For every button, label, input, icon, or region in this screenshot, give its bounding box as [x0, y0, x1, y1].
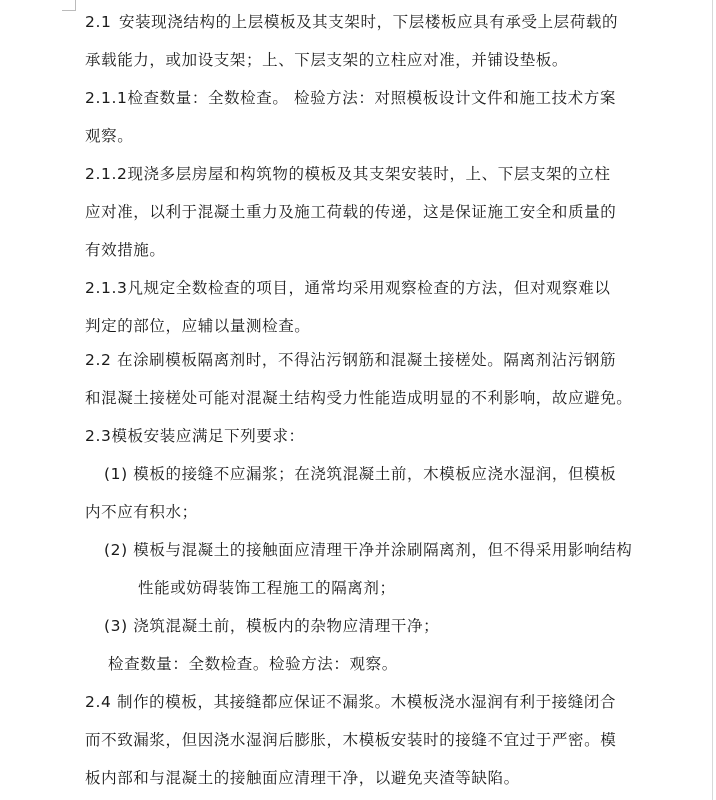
- list-item-1-line-1: (1) 模板的接缝不应漏浆；在浇筑混凝土前，木模板应浇水湿润，但模板: [104, 465, 617, 483]
- para-2-1-3-line-1: 2.1.3凡规定全数检查的项目，通常均采用观察检查的方法，但对观察难以: [85, 279, 611, 297]
- list-item-3: (3) 浇筑混凝土前，模板内的杂物应清理干净；: [104, 617, 440, 635]
- para-2-4-line-2: 而不致漏浆，但因浇水湿润后膨胀，木模板安装时的接缝不宜过于严密。模: [85, 731, 617, 749]
- para-2-4-line-3: 板内部和与混凝土的接触面应清理干净，以避免夹渣等缺陷。: [85, 769, 520, 787]
- list-item-2-line-1: (2) 模板与混凝土的接触面应清理干净并涂刷隔离剂，但不得采用影响结构: [104, 541, 633, 559]
- para-2-1-1-line-2: 观察。: [85, 127, 134, 145]
- para-2-2-line-2: 和混凝土接槎处可能对混凝土结构受力性能造成明显的不利影响，故应避免。: [85, 389, 633, 407]
- para-2-3-heading: 2.3模板安装应满足下列要求：: [85, 427, 305, 445]
- para-2-1-1-line-1: 2.1.1检查数量：全数检查。 检验方法：对照模板设计文件和施工技术方案: [85, 89, 616, 107]
- list-item-1-line-2: 内不应有积水；: [85, 503, 198, 521]
- list-item-2-line-2: 性能或妨碍装饰工程施工的隔离剂；: [138, 579, 396, 597]
- margin-corner-mark: [62, 10, 76, 11]
- para-2-1-2-line-3: 有效措施。: [85, 241, 166, 259]
- margin-corner-mark: [75, 0, 76, 11]
- para-2-4-line-1: 2.4 制作的模板，其接缝都应保证不漏浆。木模板浇水湿润有利于接缝闭合: [85, 693, 617, 711]
- para-2-2-line-1: 2.2 在涂刷模板隔离剂时，不得沾污钢筋和混凝土接槎处。隔离剂沾污钢筋: [85, 351, 617, 369]
- inspection-note: 检查数量：全数检查。检验方法：观察。: [108, 655, 398, 673]
- para-2-1-2-line-1: 2.1.2现浇多层房屋和构筑物的模板及其支架安装时，上、下层支架的立柱: [85, 165, 611, 183]
- para-2-1-line-2: 承载能力，或加设支架；上、下层支架的立柱应对准，并铺设垫板。: [85, 51, 569, 69]
- para-2-1-3-line-2: 判定的部位，应辅以量测检查。: [85, 317, 311, 335]
- page-edge-line: [712, 0, 713, 800]
- para-2-1-2-line-2: 应对准，以利于混凝土重力及施工荷载的传递，这是保证施工安全和质量的: [85, 203, 617, 221]
- para-2-1-line-1: 2.1 安装现浇结构的上层模板及其支架时，下层楼板应具有承受上层荷载的: [85, 13, 619, 31]
